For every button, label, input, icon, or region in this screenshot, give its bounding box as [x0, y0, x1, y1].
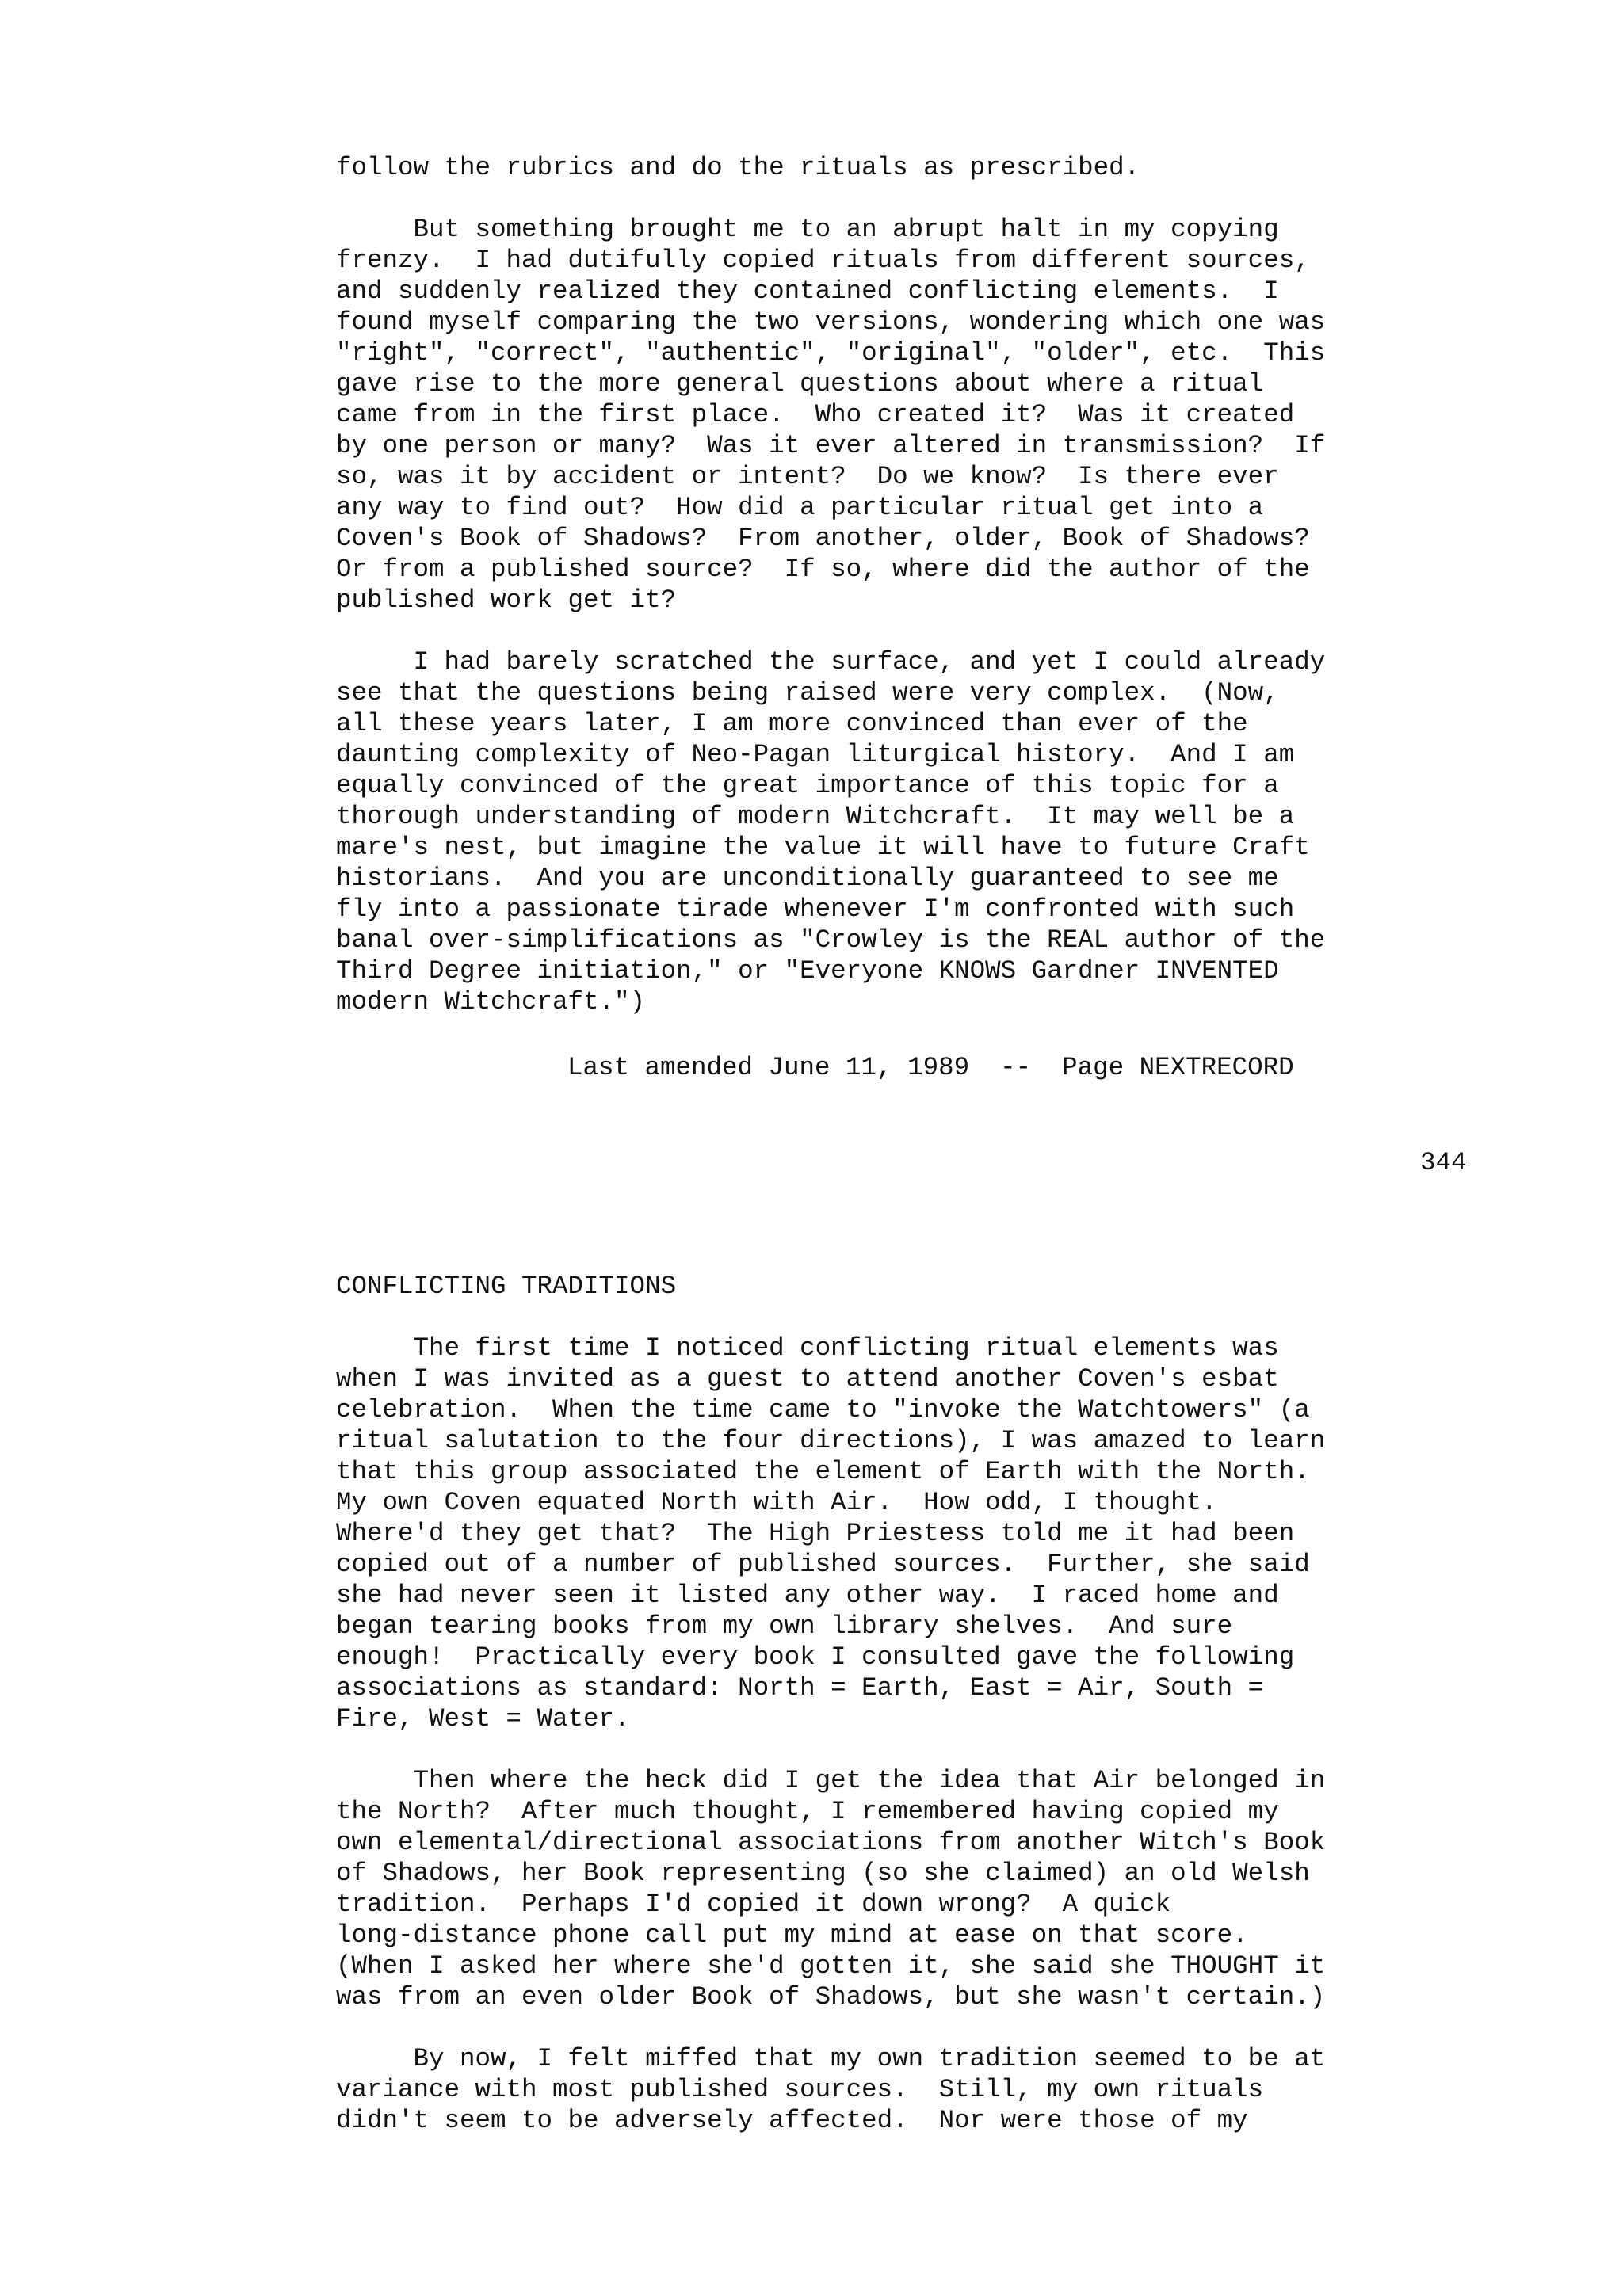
text-line: By now, I felt miffed that my own tradition seemed to be at: [336, 2044, 1326, 2073]
text-line: see that the questions being raised were very complex. (Now,: [336, 678, 1279, 707]
text-line: mare's nest, but imagine the value it will have to future Craft: [336, 833, 1310, 862]
text-line: The first time I noticed conflicting ritual elements was: [336, 1333, 1279, 1363]
text-line: that this group associated the element of Earth with the North.: [336, 1457, 1310, 1486]
text-line: didn't seem to be adversely affected. Nor were those of my: [336, 2106, 1248, 2135]
text-line: fly into a passionate tirade whenever I'm confronted with such: [336, 894, 1295, 924]
text-line: "right", "correct", "authentic", "original", "older", etc. This: [336, 338, 1326, 368]
text-line: Where'd they get that? The High Priestess told me it had been: [336, 1519, 1295, 1548]
text-line: was from an even older Book of Shadows, but she wasn't certain.): [336, 1982, 1326, 2012]
text-line: But something brought me to an abrupt halt in my copying: [336, 215, 1279, 244]
body-text-top: [336, 152, 1525, 1017]
page-number: 344: [1420, 1148, 1467, 1177]
text-line: ritual salutation to the four directions), I was amazed to learn: [336, 1426, 1326, 1455]
text-line: [336, 1734, 1525, 1765]
text-line: Or from a published source? If so, where did the author of the: [336, 555, 1310, 584]
text-line: any way to find out? How did a particular ritual get into a: [336, 493, 1264, 522]
text-line: banal over-simplifications as "Crowley is the REAL author of the: [336, 925, 1326, 955]
page-footer: Last amended June 11, 1989 -- Page NEXTRECORD: [567, 1053, 1294, 1082]
text-line: gave rise to the more general questions about where a ritual: [336, 369, 1264, 399]
text-line: [336, 2012, 1525, 2043]
text-line: published work get it?: [336, 585, 677, 615]
text-line: Then where the heck did I get the idea that Air belonged in: [336, 1766, 1326, 1795]
section-heading: CONFLICTING TRADITIONS: [336, 1272, 677, 1301]
text-line: (When I asked her where she'd gotten it, she said she THOUGHT it: [336, 1951, 1326, 1981]
text-line: variance with most published sources. Still, my own rituals: [336, 2075, 1264, 2104]
text-line: copied out of a number of published sources. Further, she said: [336, 1550, 1310, 1579]
text-line: she had never seen it listed any other way. I raced home and: [336, 1581, 1279, 1610]
text-line: thorough understanding of modern Witchcraft. It may well be a: [336, 802, 1295, 831]
text-line: daunting complexity of Neo-Pagan liturgical history. And I am: [336, 740, 1295, 769]
text-line: when I was invited as a guest to attend another Coven's esbat: [336, 1364, 1279, 1394]
text-line: and suddenly realized they contained conflicting elements. I: [336, 277, 1279, 306]
text-line: so, was it by accident or intent? Do we know? Is there ever: [336, 462, 1279, 491]
text-line: I had barely scratched the surface, and yet I could already: [336, 647, 1326, 677]
text-line: [336, 183, 1525, 214]
text-line: of Shadows, her Book representing (so she claimed) an old Welsh: [336, 1859, 1310, 1888]
text-line: Third Degree initiation," or "Everyone KNOWS Gardner INVENTED: [336, 956, 1279, 986]
text-line: found myself comparing the two versions, wondering which one was: [336, 307, 1326, 337]
text-line: associations as standard: North = Earth, East = Air, South =: [336, 1673, 1264, 1703]
text-line: tradition. Perhaps I'd copied it down wrong? A quick: [336, 1890, 1171, 1919]
text-line: Fire, West = Water.: [336, 1704, 630, 1733]
text-line: by one person or many? Was it ever altered in transmission? If: [336, 431, 1326, 460]
text-line: equally convinced of the great importance of this topic for a: [336, 771, 1279, 800]
text-line: began tearing books from my own library shelves. And sure: [336, 1611, 1233, 1641]
text-line: historians. And you are unconditionally guaranteed to see me: [336, 864, 1279, 893]
text-line: My own Coven equated North with Air. How odd, I thought.: [336, 1488, 1217, 1517]
text-line: all these years later, I am more convinced than ever of the: [336, 709, 1248, 738]
text-line: came from in the first place. Who created it? Was it created: [336, 400, 1295, 429]
text-line: [336, 616, 1525, 646]
text-line: the North? After much thought, I remembered having copied my: [336, 1797, 1279, 1826]
text-line: own elemental/directional associations from another Witch's Book: [336, 1828, 1326, 1857]
text-line: celebration. When the time came to "invoke the Watchtowers" (a: [336, 1395, 1310, 1425]
text-line: follow the rubrics and do the rituals as prescribed.: [336, 153, 1140, 182]
text-line: modern Witchcraft."): [336, 987, 646, 1016]
text-line: long-distance phone call put my mind at ease on that score.: [336, 1920, 1248, 1950]
text-line: frenzy. I had dutifully copied rituals from different sources,: [336, 246, 1310, 275]
body-text-bottom: [336, 1333, 1525, 2136]
text-line: Coven's Book of Shadows? From another, older, Book of Shadows?: [336, 524, 1310, 553]
text-line: enough! Practically every book I consulted gave the following: [336, 1642, 1295, 1672]
